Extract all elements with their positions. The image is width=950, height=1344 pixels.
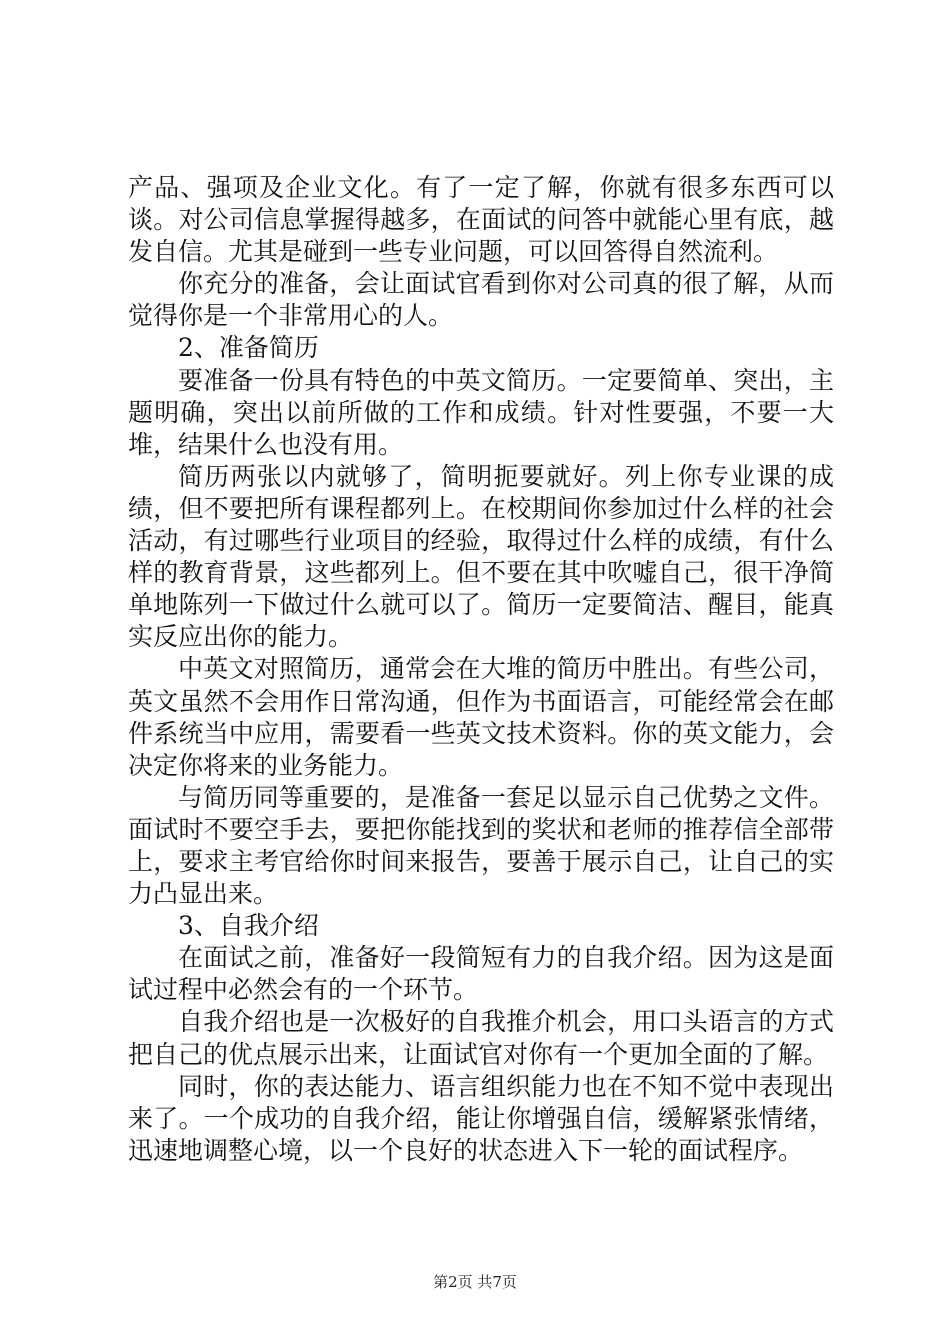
page-number-footer: 第2页 共7页 <box>433 1273 517 1291</box>
section-heading-self-intro: 3、自我介绍 <box>178 911 319 941</box>
paragraph: 简历两张以内就够了，简明扼要就好。列上你专业课的成绩，但不要把所有课程都列上。在校期间你参加过什么样的社会活动，有过哪些行业项目的经验，取得过什么样的成绩，有什么样的教育背景，这些都列上。但不要在其中吹嘘自己，很干净简单地陈列一下做过什么就可以了。简历一定要简洁、醒目，能真实反应出你的能力。 <box>128 461 834 652</box>
paragraph: 自我介绍也是一次极好的自我推介机会，用口头语言的方式把自己的优点展示出来，让面试官对你有一个更加全面的了解。 <box>128 1007 834 1069</box>
paragraph: 要准备一份具有特色的中英文简历。一定要简单、突出，主题明确，突出以前所做的工作和成绩。针对性要强，不要一大堆，结果什么也没有用。 <box>128 365 834 459</box>
paragraph: 中英文对照简历，通常会在大堆的简历中胜出。有些公司，英文虽然不会用作日常沟通，但作为书面语言，可能经常会在邮件系统当中应用，需要看一些英文技术资料。你的英文能力，会决定你将来的业务能力。 <box>128 654 834 780</box>
document-body <box>128 172 834 1167</box>
paragraph: 在面试之前，准备好一段简短有力的自我介绍。因为这是面试过程中必然会有的一个环节。 <box>128 943 834 1005</box>
paragraph: 与简历同等重要的，是准备一套足以显示自己优势之文件。面试时不要空手去，要把你能找到的奖状和老师的推荐信全部带上，要求主考官给你时间来报告，要善于展示自己，让自己的实力凸显出来。 <box>128 782 834 909</box>
paragraph: 你充分的准备，会让面试官看到你对公司真的很了解，从而觉得你是一个非常用心的人。 <box>128 269 834 331</box>
paragraph-continuation: 产品、强项及企业文化。有了一定了解，你就有很多东西可以谈。对公司信息掌握得越多，在面试的问答中就能心里有底，越发自信。尤其是碰到一些专业问题，可以回答得自然流利。 <box>128 173 834 267</box>
section-heading-resume: 2、准备简历 <box>178 333 319 363</box>
paragraph: 同时，你的表达能力、语言组织能力也在不知不觉中表现出来了。一个成功的自我介绍，能让你增强自信，缓解紧张情绪，迅速地调整心境，以一个良好的状态进入下一轮的面试程序。 <box>128 1071 834 1165</box>
